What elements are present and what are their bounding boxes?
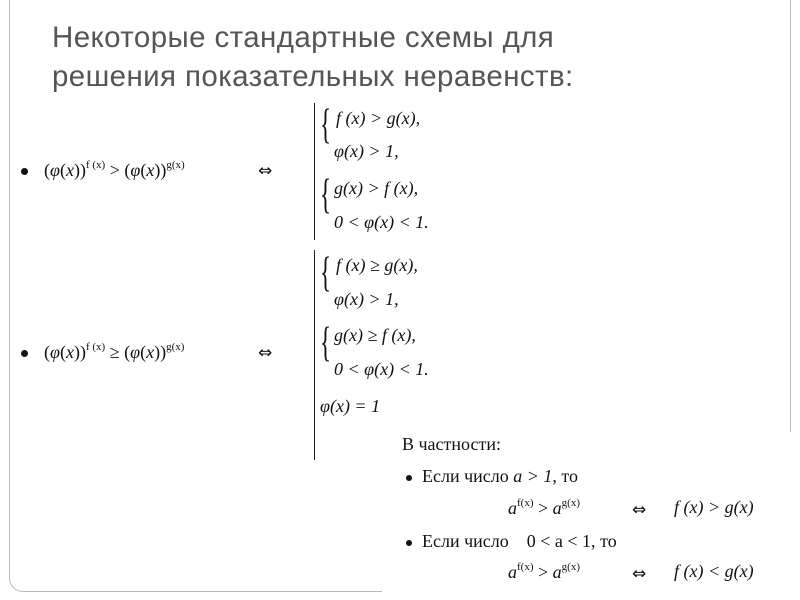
note-case-1-formula: $a^{f(x)} > a^{g(x)}$ [508, 497, 580, 518]
rule-1-exp-f: f (x) [85, 159, 106, 171]
bullet-rule-2 [21, 350, 28, 357]
rule-2-system-1-line-1: f (x) ≥ g(x), [336, 255, 418, 275]
note-case-1-iff: ⇔ [632, 500, 647, 520]
rule-1-system-1-line-1: f (x) > g(x), [336, 108, 421, 128]
rule-2-extra-case: φ(x) = 1 [320, 396, 381, 416]
note-bullet-1 [406, 475, 412, 481]
note-case-2 [422, 531, 617, 552]
title-line-2: решения показательных неравенств: [52, 60, 574, 93]
rule-1-iff-symbol: ⇔ [258, 161, 273, 181]
rule-2-brace-2: { [320, 320, 332, 366]
rule-1-bracket [314, 103, 315, 240]
note-case-2-iff: ⇔ [632, 564, 647, 584]
rule-2-exp-g: g(x) [166, 341, 185, 353]
note-case-2-formula: $a^{f(x)} > a^{g(x)}$ [508, 561, 580, 582]
note-bullet-2 [406, 540, 412, 546]
rule-1-system-2-line-2: 0 < φ(x) < 1. [334, 212, 429, 232]
bullet-rule-1 [21, 168, 28, 175]
note-case-2-condition: 0 < a < 1, [526, 531, 596, 551]
title-line-1: Некоторые стандартные схемы для [52, 21, 555, 54]
rule-2-system-2-line-2: 0 < φ(x) < 1. [334, 359, 429, 379]
slide-title [52, 18, 752, 96]
rule-2-operator: ≥ [105, 342, 125, 362]
rule-2-exp-f: f (x) [85, 341, 106, 353]
note-case-2-then: то [600, 531, 617, 551]
note-case-2-label: Если число [422, 531, 509, 551]
rule-2-brace-1: { [320, 250, 332, 296]
rule-1-brace-2: { [320, 172, 332, 218]
rule-1-brace-1: { [320, 102, 332, 148]
special-cases-box [382, 432, 800, 600]
rule-1-operator: > [105, 160, 125, 180]
rule-2-inequality: $(\varphi(x))^{f (x)} \ge (\varphi(x))^{g(x)}$ [44, 341, 185, 362]
note-case-1-label: Если число [422, 466, 509, 486]
note-case-1 [422, 466, 578, 487]
note-case-1-exp-g: g(x) [561, 497, 580, 509]
note-heading: В частности: [402, 434, 501, 454]
rule-2-bracket [314, 250, 315, 460]
note-case-2-exp-g: g(x) [561, 561, 580, 573]
note-case-2-result: f (x) < g(x) [674, 561, 754, 581]
rule-2-system-1-line-2: φ(x) > 1, [334, 289, 399, 309]
rule-1-inequality: $(\varphi(x))^{f (x)} > (\varphi(x))^{g(x)}$ [44, 159, 185, 180]
rule-2-iff-symbol: ⇔ [258, 343, 273, 363]
rule-2-system-2-line-1: g(x) ≥ f (x), [334, 325, 416, 345]
rule-1-exp-g: g(x) [166, 159, 185, 171]
note-case-1-result: f (x) > g(x) [674, 497, 754, 517]
note-case-2-exp-f: f(x) [517, 561, 534, 573]
rule-1-system-1-line-2: φ(x) > 1, [334, 141, 399, 161]
note-case-1-then: то [561, 466, 579, 486]
note-case-1-condition: a > 1, [513, 466, 557, 486]
rule-1-system-2-line-1: g(x) > f (x), [334, 178, 419, 198]
note-case-1-exp-f: f(x) [517, 497, 534, 509]
